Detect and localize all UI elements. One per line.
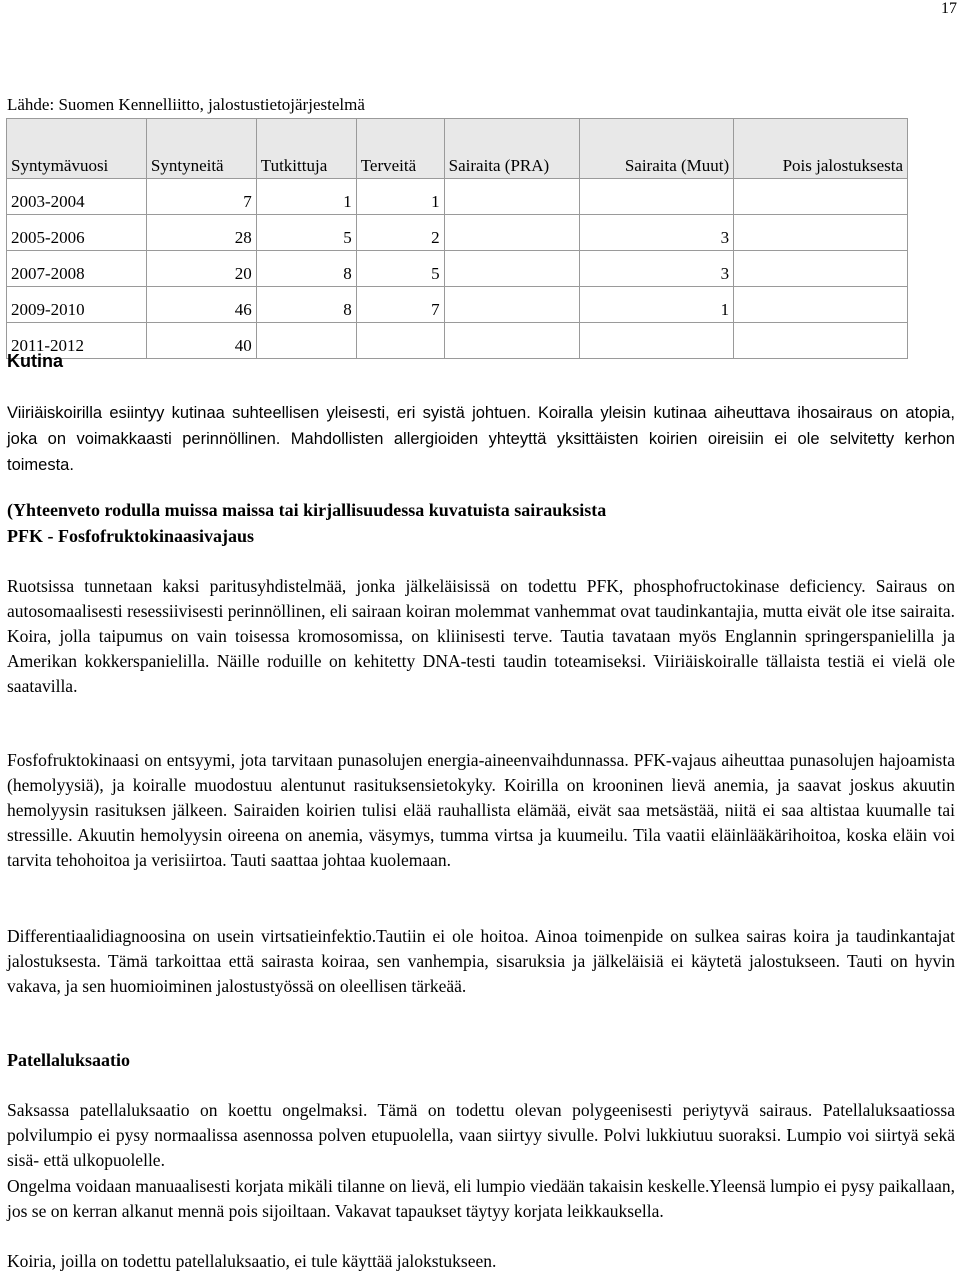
table-row [7,215,908,251]
table-cell: 2005-2006 [7,215,147,251]
kutina-paragraph: Viiriäiskoirilla esiintyy kutinaa suhteellisen yleisesti, eri syistä johtuen. Koiralla yleisin kutinaa aiheuttava ihosairaus on atopia, joka on voimakkaasti perinnöllinen. Mahdollisten allergioiden yhteyttä yksittäisten koirien oireisiin ei ole selvitetty kerhon toimesta. [7,404,955,474]
summary-heading: (Yhteenveto rodulla muissa maissa tai kirjallisuudessa kuvatuista sairauksista [7,500,607,520]
patella-paragraph-2: Ongelma voidaan manuaalisesti korjata mikäli tilanne on lievä, eli lumpio viedään takaisin keskelle.Yleensä lumpio ei pysy paikallaan, jos se on kerran alkanut mennä pois sijoiltaan. Vakavat tapaukset täytyy korjata leikkauksella. [7,1176,955,1221]
table-cell [444,215,580,251]
table-cell: 1 [580,287,734,323]
table-cell [580,179,734,215]
pfk-paragraph-2: Fosfofruktokinaasi on entsyymi, jota tarvitaan punasolujen energia-aineenvaihdunnassa. PFK-vajaus aiheuttaa punasolujen hajoamista (hemolyysiä), ja koiralle muodostuu alentunut rasituksensietokyky. Koirilla on krooninen lievä anemia, ja saavat joskus akuutin hemolyysin rasituksen jälkeen. Sairaiden koirien tulisi elää rauhallista elämää, eivät saa metsästää, niitä ei saa altistaa kuumalle tai stressille. Akuutin hemolyysin oireena on anemia, väsymys, tumma virtsa ja kuumeilu. Tila vaatii eläinlääkärihoitoa, koska eläin voi tarvita tehohoitoa ja verisiirtoa. Tauti saattaa johtaa kuolemaan. [7,750,955,870]
header-cell: Terveitä [356,119,444,179]
table-row [7,323,908,359]
table-cell: 2009-2010 [7,287,147,323]
table-row [7,179,908,215]
table-cell: 20 [146,251,256,287]
table-cell: 5 [356,251,444,287]
table-cell [580,323,734,359]
header-cell: Sairaita (Muut) [580,119,734,179]
table-cell [256,323,356,359]
patella-paragraph-1: Saksassa patellaluksaatio on koettu ongelmaksi. Tämä on todettu olevan polygeenisesti periytyvä sairaus. Patellaluksaatiossa polvilumpio ei pysy normaalissa asennossa polven etupuolella, vaan siirtyy sivulle. Polvi lukkiutuu suoraksi. Lumpio voi siirtyä sekä sisä- että ulkopuolelle. [7,1100,955,1170]
table-cell [734,179,908,215]
header-cell: Syntyneitä [146,119,256,179]
table-cell [734,323,908,359]
table-cell: 2007-2008 [7,251,147,287]
health-statistics-table [6,118,908,359]
table-cell [356,323,444,359]
page-number: 17 [941,0,957,17]
table-cell [444,323,580,359]
table-cell: 3 [580,251,734,287]
header-cell: Pois jalostuksesta [734,119,908,179]
table-cell [444,251,580,287]
kutina-heading: Kutina [7,351,63,371]
table-cell: 8 [256,287,356,323]
table-cell: 7 [356,287,444,323]
table-cell [444,179,580,215]
table-cell: 5 [256,215,356,251]
table-cell: 2011-2012 [7,323,147,359]
header-cell: Sairaita (PRA) [444,119,580,179]
table-cell [444,287,580,323]
table-cell: 3 [580,215,734,251]
patella-heading: Patellaluksaatio [7,1050,131,1070]
table-cell: 8 [256,251,356,287]
table-cell [734,215,908,251]
pfk-heading: PFK - Fosfofruktokinaasivajaus [7,526,255,546]
table-cell: 2 [356,215,444,251]
table-cell: 1 [356,179,444,215]
header-cell: Syntymävuosi [7,119,147,179]
patella-paragraph-3: Koiria, joilla on todettu patellaluksaatio, ei tule käyttää jalokstukseen. [7,1251,497,1271]
source-line: Lähde: Suomen Kennelliitto, jalostustietojärjestelmä [7,95,365,114]
table-cell [734,251,908,287]
table-cell: 1 [256,179,356,215]
pfk-paragraph-3: Differentiaalidiagnoosina on usein virtsatieinfektio.Tautiin ei ole hoitoa. Ainoa toimenpide on sulkea sairas koira ja taudinkantajat jalostuksesta. Tämä tarkoittaa että sairasta koiraa, sen vanhempia, sisaruksia ja jälkeläisiä ei käytetä jalostukseen. Tauti on hyvin vakava, ja sen huomioiminen jalostustyössä on oleellisen tärkeää. [7,926,955,996]
table-cell: 28 [146,215,256,251]
table-cell [734,287,908,323]
table-cell: 2003-2004 [7,179,147,215]
table-cell: 40 [146,323,256,359]
pfk-paragraph-1: Ruotsissa tunnetaan kaksi paritusyhdistelmää, jonka jälkeläisissä on todettu PFK, phosphofructokinase deficiency. Sairaus on autosomaalisesti resessiivisesti perinnöllinen, eli sairaan koiran molemmat vanhemmat ovat taudinkantajia, mutta eivät ole itse sairaita. Koira, jolla taipumus on vain toisessa kromosomissa, on kliinisesti terve. Tautia tavataan myös Englannin springerspanielilla ja Amerikan kokkerspanielilla. Näille roduille on kehitetty DNA-testi taudin toteamiseksi. Viiriäiskoiralle tällaista testiä ei vielä ole saatavilla. [7,576,955,696]
table-row [7,251,908,287]
table-header-row [7,119,908,179]
table-cell: 7 [146,179,256,215]
header-cell: Tutkittuja [256,119,356,179]
table-row [7,287,908,323]
table-cell: 46 [146,287,256,323]
